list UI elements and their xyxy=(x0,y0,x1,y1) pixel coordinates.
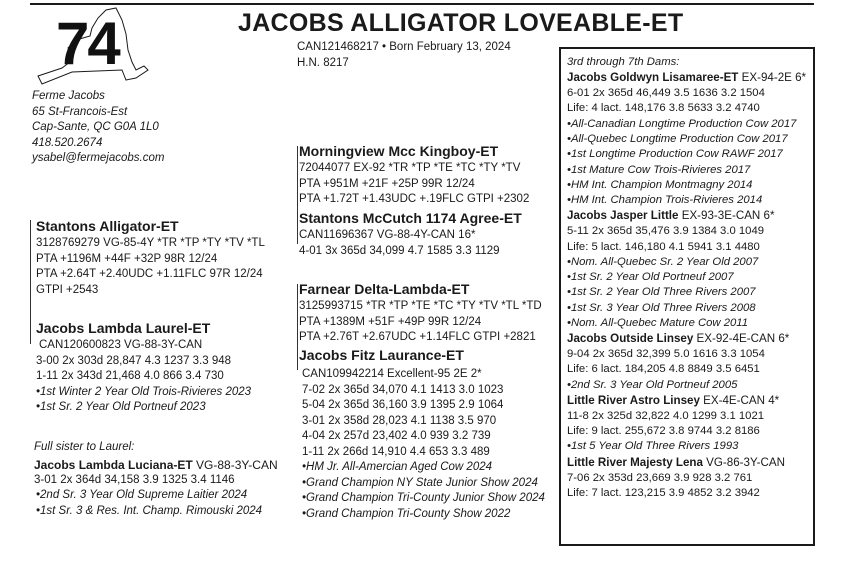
dam-id-line: CAN120600823 VG-88-3Y-CAN xyxy=(39,339,203,351)
sister-record-line: 3-01 2x 364d 34,158 3.9 1325 3.4 1146 xyxy=(34,473,235,486)
sire-dam-id-line: CAN11696367 VG-88-4Y-CAN 16* xyxy=(299,229,476,241)
third-dam-award: •HM Int. Champion Montmagny 2014 xyxy=(567,178,753,191)
third-dam-award: •All-Canadian Longtime Production Cow 2017 xyxy=(567,117,797,130)
sire-sire-pta-type-line: PTA +1.72T +1.43UDC +.19FLC GTPI +2302 xyxy=(299,193,530,205)
fourth-dam-classification: EX-93-3E-CAN 6* xyxy=(678,209,775,223)
owner-farm: Ferme Jacobs xyxy=(32,90,105,102)
seventh-dam-classification: VG-86-3Y-CAN xyxy=(702,455,785,469)
dam-award: •1st Winter 2 Year Old Trois-Rivieres 2023 xyxy=(36,385,252,398)
dam-dam-award: •Grand Champion Tri-County Junior Show 2024 xyxy=(302,492,545,504)
sire-gtpi-line: GTPI +2543 xyxy=(36,283,99,296)
pedigree-bracket-sire-side xyxy=(297,146,298,244)
sister-name: Jacobs Lambda Luciana-ET xyxy=(34,457,193,472)
dam-dam-award: •HM Jr. All-Amercian Aged Cow 2024 xyxy=(302,461,493,473)
fourth-dam-award: •1st Sr. 2 Year Old Portneuf 2007 xyxy=(567,271,734,284)
fifth-dam-record-line: 9-04 2x 365d 32,399 5.0 1616 3.3 1054 xyxy=(567,348,765,361)
sire-dam-record-line: 4-01 3x 365d 34,099 4.7 1585 3.3 1129 xyxy=(299,244,500,257)
sister-classification: VG-88-3Y-CAN xyxy=(192,457,278,472)
sire-sire-id-line: 72044077 EX-92 *TR *TP *TE *TC *TY *TV xyxy=(299,162,521,174)
fourth-dam-lifetime-line: Life: 5 lact. 146,180 4.1 5941 3.1 4480 xyxy=(567,240,760,253)
dam-award: •1st Sr. 2 Year Old Portneuf 2023 xyxy=(36,401,206,413)
sire-id-line: 3128769279 VG-85-4Y *TR *TP *TY *TV *TL xyxy=(36,237,265,249)
dam-dam-name: Jacobs Fitz Laurance-ET xyxy=(299,347,464,363)
sixth-dam-classification: EX-4E-CAN 4* xyxy=(699,394,780,408)
lot-badge xyxy=(32,4,152,86)
sire-dam-name: Stantons McCutch 1174 Agree-ET xyxy=(299,210,522,226)
fourth-dam-record-line: 5-11 2x 365d 35,476 3.9 1384 3.0 1049 xyxy=(567,225,765,238)
dam-sire-name: Farnear Delta-Lambda-ET xyxy=(299,281,470,297)
sixth-dam-lifetime-line: Life: 9 lact. 255,672 3.8 9744 3.2 8186 xyxy=(567,425,760,438)
sixth-dam-name: Little River Astro Linsey xyxy=(567,394,700,408)
fourth-dam-award: •1st Sr. 3 Year Old Three Rivers 2008 xyxy=(567,301,756,314)
fifth-dam-name: Jacobs Outside Linsey xyxy=(567,332,694,346)
sixth-dam-name-line xyxy=(567,393,813,409)
sire-block xyxy=(36,218,265,298)
dam-sire-pta-line: PTA +1389M +51F +49P 99R 12/24 xyxy=(299,315,482,328)
owner-email: ysabel@fermejacobs.com xyxy=(32,152,165,164)
owner-street: 65 St-Francois-Est xyxy=(32,105,128,118)
pedigree-bracket-dam-side xyxy=(297,284,298,370)
third-dam-award: •HM Int. Champion Trois-Rivieres 2014 xyxy=(567,194,763,207)
dam-dam-award: •Grand Champion NY State Junior Show 2024 xyxy=(302,476,538,489)
dam-record-line: 3-00 2x 303d 28,847 4.3 1237 3.3 948 xyxy=(36,354,232,367)
fifth-dam-name-line xyxy=(567,331,813,347)
seventh-dam-record-line: 7-06 2x 353d 23,669 3.9 928 3.2 761 xyxy=(567,471,753,484)
dam-name: Jacobs Lambda Laurel-ET xyxy=(36,320,211,336)
dam-block xyxy=(36,320,251,416)
dam-dam-record-line: 7-02 2x 365d 34,070 4.1 1413 3.0 1023 xyxy=(302,383,504,396)
seventh-dam-name-line xyxy=(567,455,813,471)
fifth-dam-lifetime-line: Life: 6 lact. 184,205 4.8 8849 3.5 6451 xyxy=(567,363,760,376)
dam-dam-record-line: 5-04 2x 365d 36,160 3.9 1395 2.9 1064 xyxy=(302,399,504,411)
sixth-dam-record-line: 11-8 2x 325d 32,822 4.0 1299 3.1 1021 xyxy=(567,409,765,422)
pedigree-bracket-sire-dam xyxy=(30,220,31,344)
dam-dam-record-line: 3-01 2x 358d 28,023 4.1 1138 3.5 970 xyxy=(302,414,497,427)
owner-city: Cap-Sante, QC G0A 1L0 xyxy=(32,121,159,133)
dams-box-header: 3rd through 7th Dams: xyxy=(567,56,680,68)
fifth-dam-award: •2nd Sr. 3 Year Old Portneuf 2005 xyxy=(567,378,738,391)
third-dam-classification: EX-94-2E 6* xyxy=(738,71,807,85)
fourth-dam-name: Jacobs Jasper Little xyxy=(567,209,679,223)
dam-sire-pta-type-line: PTA +2.76T +2.67UDC +1.14FLC GTPI +2821 xyxy=(299,331,536,343)
third-dam-name-line xyxy=(567,70,813,86)
fourth-dam-award: •Nom. All-Quebec Sr. 2 Year Old 2007 xyxy=(567,255,759,268)
sister-award: •1st Sr. 3 & Res. Int. Champ. Rimouski 2024 xyxy=(36,504,263,517)
fourth-dam-award: •Nom. All-Quebec Mature Cow 2011 xyxy=(567,317,749,330)
dam-dam-award: •Grand Champion Tri-County Show 2022 xyxy=(302,507,511,520)
fifth-dam-classification: EX-92-4E-CAN 6* xyxy=(693,332,790,346)
sister-block xyxy=(34,440,278,519)
dam-dam-record-line: 1-11 2x 266d 14,910 4.4 653 3.3 489 xyxy=(302,445,490,458)
dam-dam-block xyxy=(299,347,545,522)
third-dam-record-line: 6-01 2x 365d 46,449 3.5 1636 3.2 1504 xyxy=(567,87,765,100)
sire-sire-name: Morningview Mcc Kingboy-ET xyxy=(299,143,499,159)
sister-name-line xyxy=(34,457,278,473)
sire-dam-block xyxy=(299,210,522,259)
third-dam-name: Jacobs Goldwyn Lisamaree-ET xyxy=(567,71,739,85)
dam-dam-record-line: 4-04 2x 257d 23,402 4.0 939 3.2 739 xyxy=(302,430,491,442)
sire-sire-block xyxy=(299,143,529,208)
owner-phone: 418.520.2674 xyxy=(32,136,103,149)
sire-name: Stantons Alligator-ET xyxy=(36,218,179,234)
third-dam-award: •All-Quebec Longtime Production Cow 2017 xyxy=(567,132,788,145)
sister-label: Full sister to Laurel: xyxy=(34,441,135,453)
seventh-dam-lifetime-line: Life: 7 lact. 123,215 3.9 4852 3.2 3942 xyxy=(567,486,760,499)
animal-id-line: CAN121468217 • Born February 13, 2024 xyxy=(297,41,511,53)
sister-award: •2nd Sr. 3 Year Old Supreme Laitier 2024 xyxy=(36,489,248,501)
owner-info xyxy=(32,89,164,167)
third-dam-award: •1st Longtime Production Cow RAWF 2017 xyxy=(567,148,783,161)
third-dam-award: •1st Mature Cow Trois-Rivieres 2017 xyxy=(567,163,751,176)
dam-sire-block xyxy=(299,281,542,346)
third-dam-lifetime-line: Life: 4 lact. 148,176 3.8 5633 3.2 4740 xyxy=(567,102,760,115)
fourth-dam-award: •1st Sr. 2 Year Old Three Rivers 2007 xyxy=(567,286,756,299)
herd-number-line: H.N. 8217 xyxy=(297,57,349,69)
lot-number: 74 xyxy=(56,10,119,77)
dam-sire-id-line: 3125993715 *TR *TP *TE *TC *TY *TV *TL *TD xyxy=(299,300,542,312)
animal-title: JACOBS ALLIGATOR LOVEABLE-ET xyxy=(238,9,684,37)
dam-record-line: 1-11 2x 343d 21,468 4.0 866 3.4 730 xyxy=(36,370,224,382)
seventh-dam-name: Little River Majesty Lena xyxy=(567,455,703,469)
sire-pta-type-line: PTA +2.64T +2.40UDC +1.11FLC 97R 12/24 xyxy=(36,268,263,280)
sixth-dam-award: •1st 5 Year Old Three Rivers 1993 xyxy=(567,440,739,453)
dam-dam-id-line: CAN109942214 Excellent-95 2E 2* xyxy=(302,368,482,380)
fourth-dam-name-line xyxy=(567,208,813,224)
sire-sire-pta-line: PTA +951M +21F +25P 99R 12/24 xyxy=(299,177,475,190)
sire-pta-line: PTA +1196M +44F +32P 98R 12/24 xyxy=(36,252,218,265)
extended-dams-box xyxy=(559,47,815,546)
